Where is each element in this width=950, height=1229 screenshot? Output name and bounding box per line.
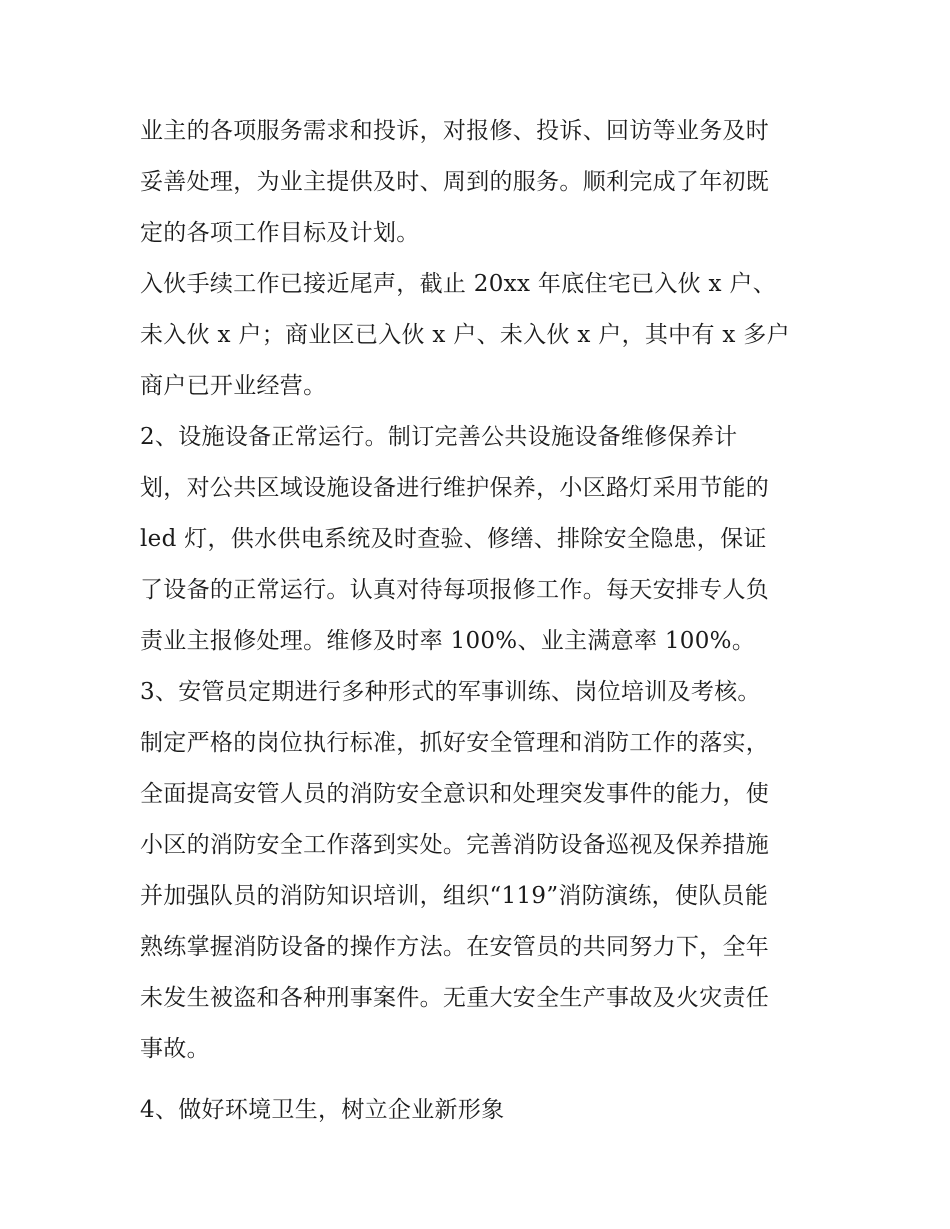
- text-line: 商户已开业经营。: [140, 373, 327, 399]
- text-line: led 灯，供水供电系统及时查验、修缮、排除安全隐患，保证: [140, 526, 767, 552]
- text-line: 定的各项工作目标及计划。: [140, 220, 420, 246]
- text-line: 妥善处理，为业主提供及时、周到的服务。顺利完成了年初既: [140, 169, 770, 195]
- text-line: 了设备的正常运行。认真对待每项报修工作。每天安排专人负: [140, 577, 770, 603]
- text-line: 全面提高安管人员的消防安全意识和处理突发事件的能力，使: [140, 781, 770, 807]
- text-line: 制定严格的岗位执行标准，抓好安全管理和消防工作的落实，: [140, 730, 770, 756]
- paragraph-gap: [140, 1077, 820, 1087]
- text-line: 事故。: [140, 1036, 210, 1062]
- text-line: 未发生被盗和各种刑事案件。无重大安全生产事故及火灾责任: [140, 985, 770, 1011]
- section-heading: 3、安管员定期进行多种形式的军事训练、岗位培训及考核。: [140, 679, 761, 705]
- text-line: 责业主报修处理。维修及时率 100%、业主满意率 100%。: [140, 628, 756, 654]
- text-line: 并加强队员的消防知识培训，组织“119”消防演练，使队员能: [140, 883, 769, 909]
- section-heading: 4、做好环境卫生，树立企业新形象: [140, 1097, 505, 1123]
- text-line: 划，对公共区域设施设备进行维护保养，小区路灯采用节能的: [140, 475, 770, 501]
- text-line: 业主的各项服务需求和投诉，对报修、投诉、回访等业务及时: [140, 118, 770, 144]
- document-body: [140, 108, 820, 1138]
- section-heading: 2、设施设备正常运行。制订完善公共设施设备维修保养计: [140, 424, 738, 450]
- text-line: 未入伙 x 户；商业区已入伙 x 户、未入伙 x 户，其中有 x 多户: [140, 322, 790, 348]
- text-line: 小区的消防安全工作落到实处。完善消防设备巡视及保养措施: [140, 832, 770, 858]
- text-line: 熟练掌握消防设备的操作方法。在安管员的共同努力下，全年: [140, 934, 770, 960]
- text-line: 入伙手续工作已接近尾声，截止 20xx 年底住宅已入伙 x 户、: [140, 271, 777, 297]
